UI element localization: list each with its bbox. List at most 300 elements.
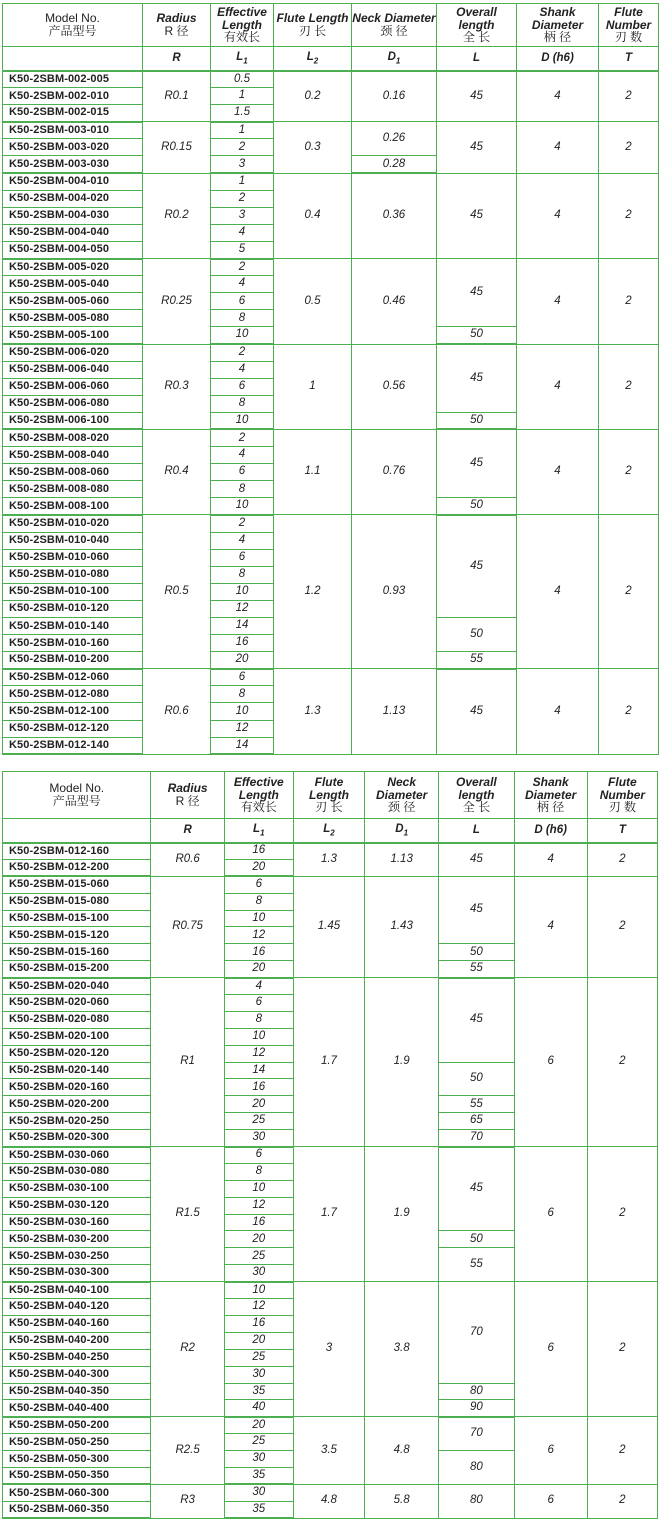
header-radius-2: Radius R 径	[151, 772, 224, 819]
effective-length-cell: 8	[224, 1011, 293, 1028]
neck-diameter-cell: 5.8	[365, 1484, 439, 1518]
effective-length-cell: 25	[224, 1349, 293, 1366]
effective-length-cell: 16	[211, 635, 274, 652]
effective-length-cell: 6	[224, 995, 293, 1012]
shank-diameter-cell: 6	[514, 1282, 587, 1417]
neck-diameter-cell: 0.76	[352, 429, 437, 514]
effective-length-cell: 6	[211, 549, 274, 566]
neck-diameter-cell: 0.93	[352, 515, 437, 669]
model-number-cell: K50-2SBM-012-080	[3, 686, 143, 703]
neck-diameter-cell: 1.43	[365, 876, 439, 977]
model-number-cell: K50-2SBM-012-060	[3, 669, 143, 686]
flute-length-cell: 3.5	[293, 1417, 364, 1485]
model-number-cell: K50-2SBM-005-100	[3, 327, 143, 344]
effective-length-cell: 40	[224, 1400, 293, 1417]
effective-length-cell: 10	[224, 1180, 293, 1197]
flute-number-cell: 2	[587, 1484, 657, 1518]
effective-length-cell: 4	[211, 532, 274, 549]
header-effective-length-2: Effective Length 有效长	[224, 772, 293, 819]
shank-diameter-cell: 6	[514, 1484, 587, 1518]
overall-length-cell: 70	[439, 1130, 514, 1147]
effective-length-cell: 4	[211, 224, 274, 241]
overall-length-cell: 55	[439, 1248, 514, 1282]
effective-length-cell: 2	[211, 190, 274, 207]
overall-length-cell: 45	[437, 344, 517, 412]
effective-length-cell: 20	[224, 1096, 293, 1113]
flute-number-cell: 2	[587, 1417, 657, 1485]
effective-length-cell: 20	[224, 1417, 293, 1434]
effective-length-cell: 25	[224, 1113, 293, 1130]
table-row	[3, 1417, 658, 1434]
overall-length-cell: 65	[439, 1113, 514, 1130]
overall-length-cell: 80	[439, 1484, 514, 1518]
effective-length-cell: 10	[211, 703, 274, 720]
overall-length-cell: 45	[437, 669, 517, 754]
model-number-cell: K50-2SBM-030-080	[3, 1163, 151, 1180]
effective-length-cell: 3	[211, 207, 274, 224]
overall-length-cell: 45	[437, 515, 517, 618]
radius-cell: R0.6	[143, 669, 211, 754]
flute-length-cell: 1.7	[293, 1147, 364, 1282]
header-flute-length-2: Flute Length 刃 长	[293, 772, 364, 819]
model-number-cell: K50-2SBM-040-300	[3, 1366, 151, 1383]
header-model-2: Model No. 产品型号	[3, 772, 151, 819]
shank-diameter-cell: 4	[517, 344, 599, 429]
effective-length-cell: 2	[211, 515, 274, 532]
effective-length-cell: 2	[211, 429, 274, 446]
effective-length-cell: 12	[211, 600, 274, 617]
radius-cell: R0.5	[143, 515, 211, 669]
header-flute-length: Flute Length 刃 长	[274, 4, 352, 47]
model-number-cell: K50-2SBM-008-040	[3, 447, 143, 464]
table-row	[3, 1147, 658, 1164]
effective-length-cell: 8	[211, 566, 274, 583]
header-flute-number-2: Flute Number 刃 数	[587, 772, 657, 819]
model-number-cell: K50-2SBM-010-200	[3, 652, 143, 669]
radius-cell: R0.1	[143, 71, 211, 122]
model-number-cell: K50-2SBM-010-080	[3, 566, 143, 583]
shank-diameter-cell: 6	[514, 1147, 587, 1282]
radius-cell: R2.5	[151, 1417, 224, 1485]
overall-length-cell: 50	[439, 1062, 514, 1096]
effective-length-cell: 5	[211, 241, 274, 258]
neck-diameter-cell: 0.36	[352, 173, 437, 258]
symbol-t-2: T	[587, 819, 657, 843]
effective-length-cell: 8	[224, 893, 293, 910]
header-neck-diameter-2: Neck Diameter 颈 径	[365, 772, 439, 819]
shank-diameter-cell: 4	[517, 429, 599, 514]
shank-diameter-cell: 4	[517, 71, 599, 122]
model-number-cell: K50-2SBM-012-200	[3, 859, 151, 876]
effective-length-cell: 12	[224, 1045, 293, 1062]
overall-length-cell: 50	[439, 944, 514, 961]
header-model: Model No. 产品型号	[3, 4, 143, 47]
model-number-cell: K50-2SBM-003-030	[3, 156, 143, 173]
effective-length-cell: 10	[224, 910, 293, 927]
overall-length-cell: 45	[437, 173, 517, 258]
flute-number-cell: 2	[599, 515, 659, 669]
overall-length-cell: 55	[439, 961, 514, 978]
symbol-l1: $L_1$	[211, 47, 274, 71]
effective-length-cell: 10	[211, 498, 274, 515]
neck-diameter-cell: 1.13	[352, 669, 437, 754]
effective-length-cell: 20	[211, 652, 274, 669]
model-number-cell: K50-2SBM-050-300	[3, 1451, 151, 1468]
shank-diameter-cell: 4	[517, 259, 599, 344]
symbol-l: L	[437, 47, 517, 71]
overall-length-cell: 45	[437, 429, 517, 497]
model-number-cell: K50-2SBM-020-250	[3, 1113, 151, 1130]
shank-diameter-cell: 4	[517, 669, 599, 754]
effective-length-cell: 25	[224, 1248, 293, 1265]
effective-length-cell: 10	[224, 1028, 293, 1045]
radius-cell: R0.4	[143, 429, 211, 514]
model-number-cell: K50-2SBM-050-200	[3, 1417, 151, 1434]
model-number-cell: K50-2SBM-040-160	[3, 1315, 151, 1332]
model-number-cell: K50-2SBM-008-020	[3, 429, 143, 446]
model-number-cell: K50-2SBM-002-005	[3, 71, 143, 88]
flute-length-cell: 0.4	[274, 173, 352, 258]
model-number-cell: K50-2SBM-030-200	[3, 1231, 151, 1248]
model-number-cell: K50-2SBM-004-010	[3, 173, 143, 190]
overall-length-cell: 45	[437, 122, 517, 173]
overall-length-cell: 50	[437, 498, 517, 515]
flute-length-cell: 3	[293, 1282, 364, 1417]
radius-cell: R0.2	[143, 173, 211, 258]
spec-table-1	[2, 3, 659, 755]
effective-length-cell: 8	[211, 310, 274, 327]
model-number-cell: K50-2SBM-012-120	[3, 720, 143, 737]
table-row	[3, 259, 659, 276]
radius-cell: R3	[151, 1484, 224, 1518]
model-number-cell: K50-2SBM-030-120	[3, 1197, 151, 1214]
effective-length-cell: 1	[211, 173, 274, 190]
neck-diameter-cell: 0.46	[352, 259, 437, 344]
table-row	[3, 1484, 658, 1501]
model-number-cell: K50-2SBM-060-300	[3, 1484, 151, 1501]
symbol-blank-2	[3, 819, 151, 843]
effective-length-cell: 25	[224, 1434, 293, 1451]
effective-length-cell: 8	[211, 686, 274, 703]
effective-length-cell: 6	[211, 669, 274, 686]
effective-length-cell: 4	[211, 276, 274, 293]
model-number-cell: K50-2SBM-030-250	[3, 1248, 151, 1265]
model-number-cell: K50-2SBM-020-200	[3, 1096, 151, 1113]
radius-cell: R2	[151, 1282, 224, 1417]
effective-length-cell: 2	[211, 344, 274, 361]
neck-diameter-cell: 0.28	[352, 156, 437, 173]
shank-diameter-cell: 4	[514, 843, 587, 877]
overall-length-cell: 45	[437, 259, 517, 327]
overall-length-cell: 50	[437, 327, 517, 344]
model-number-cell: K50-2SBM-015-160	[3, 944, 151, 961]
neck-diameter-cell: 3.8	[365, 1282, 439, 1417]
model-number-cell: K50-2SBM-010-120	[3, 600, 143, 617]
flute-number-cell: 2	[599, 429, 659, 514]
table-row	[3, 173, 659, 190]
model-number-cell: K50-2SBM-008-060	[3, 464, 143, 481]
effective-length-cell: 10	[211, 583, 274, 600]
effective-length-cell: 8	[211, 395, 274, 412]
overall-length-cell: 45	[439, 1147, 514, 1231]
effective-length-cell: 20	[224, 1332, 293, 1349]
table-row	[3, 843, 658, 860]
symbol-r: R	[143, 47, 211, 71]
model-number-cell: K50-2SBM-060-350	[3, 1501, 151, 1518]
overall-length-cell: 70	[439, 1417, 514, 1451]
model-number-cell: K50-2SBM-040-200	[3, 1332, 151, 1349]
effective-length-cell: 2	[211, 139, 274, 156]
flute-number-cell: 2	[599, 71, 659, 122]
flute-number-cell: 2	[599, 669, 659, 754]
model-number-cell: K50-2SBM-006-040	[3, 361, 143, 378]
effective-length-cell: 35	[224, 1501, 293, 1518]
overall-length-cell: 50	[439, 1231, 514, 1248]
model-number-cell: K50-2SBM-006-100	[3, 412, 143, 429]
overall-length-cell: 45	[437, 71, 517, 122]
symbol-l1-2: $L_1$	[224, 819, 293, 843]
overall-length-cell: 45	[439, 978, 514, 1062]
effective-length-cell: 20	[224, 1231, 293, 1248]
symbol-d1: $D_1$	[352, 47, 437, 71]
effective-length-cell: 20	[224, 961, 293, 978]
model-number-cell: K50-2SBM-020-040	[3, 978, 151, 995]
model-number-cell: K50-2SBM-020-160	[3, 1079, 151, 1096]
effective-length-cell: 10	[211, 327, 274, 344]
model-number-cell: K50-2SBM-005-040	[3, 276, 143, 293]
neck-diameter-cell: 0.26	[352, 122, 437, 156]
model-number-cell: K50-2SBM-003-020	[3, 139, 143, 156]
model-number-cell: K50-2SBM-004-050	[3, 241, 143, 258]
header-shank-diameter: Shank Diameter 柄 径	[517, 4, 599, 47]
effective-length-cell: 12	[224, 1197, 293, 1214]
model-number-cell: K50-2SBM-008-080	[3, 481, 143, 498]
model-number-cell: K50-2SBM-015-120	[3, 927, 151, 944]
flute-length-cell: 1	[274, 344, 352, 429]
shank-diameter-cell: 4	[517, 515, 599, 669]
model-number-cell: K50-2SBM-010-100	[3, 583, 143, 600]
shank-diameter-cell: 4	[514, 876, 587, 977]
effective-length-cell: 16	[224, 843, 293, 860]
effective-length-cell: 30	[224, 1366, 293, 1383]
radius-cell: R1.5	[151, 1147, 224, 1282]
effective-length-cell: 14	[224, 1062, 293, 1079]
overall-length-cell: 80	[439, 1451, 514, 1485]
model-number-cell: K50-2SBM-004-040	[3, 224, 143, 241]
neck-diameter-cell: 0.16	[352, 71, 437, 122]
effective-length-cell: 4	[211, 447, 274, 464]
model-number-cell: K50-2SBM-003-010	[3, 122, 143, 139]
flute-length-cell: 1.3	[274, 669, 352, 754]
shank-diameter-cell: 4	[517, 173, 599, 258]
header-radius: Radius R 径	[143, 4, 211, 47]
effective-length-cell: 1	[211, 88, 274, 105]
model-number-cell: K50-2SBM-004-020	[3, 190, 143, 207]
header-overall-length: Overall length 全 长	[437, 4, 517, 47]
header-overall-length-2: Overall length 全 长	[439, 772, 514, 819]
effective-length-cell: 14	[211, 737, 274, 754]
spec-table-2	[2, 771, 658, 1519]
effective-length-cell: 16	[224, 1214, 293, 1231]
flute-number-cell: 2	[599, 259, 659, 344]
model-number-cell: K50-2SBM-010-020	[3, 515, 143, 532]
model-number-cell: K50-2SBM-006-080	[3, 395, 143, 412]
header-shank-diameter-2: Shank Diameter 柄 径	[514, 772, 587, 819]
model-number-cell: K50-2SBM-030-100	[3, 1180, 151, 1197]
effective-length-cell: 3	[211, 156, 274, 173]
neck-diameter-cell: 1.9	[365, 1147, 439, 1282]
flute-number-cell: 2	[599, 173, 659, 258]
model-number-cell: K50-2SBM-020-300	[3, 1130, 151, 1147]
shank-diameter-cell: 4	[517, 122, 599, 173]
effective-length-cell: 6	[211, 293, 274, 310]
model-number-cell: K50-2SBM-040-250	[3, 1349, 151, 1366]
effective-length-cell: 16	[224, 1315, 293, 1332]
symbol-l2: $L_2$	[274, 47, 352, 71]
model-number-cell: K50-2SBM-015-060	[3, 876, 151, 893]
effective-length-cell: 1.5	[211, 105, 274, 122]
flute-length-cell: 1.7	[293, 978, 364, 1147]
flute-length-cell: 1.45	[293, 876, 364, 977]
model-number-cell: K50-2SBM-020-100	[3, 1028, 151, 1045]
model-number-cell: K50-2SBM-030-060	[3, 1147, 151, 1164]
effective-length-cell: 4	[224, 978, 293, 995]
shank-diameter-cell: 6	[514, 1417, 587, 1485]
table-row	[3, 1282, 658, 1299]
overall-length-cell: 50	[437, 412, 517, 429]
model-number-cell: K50-2SBM-010-040	[3, 532, 143, 549]
flute-number-cell: 2	[587, 843, 657, 877]
symbol-d1-2: $D_1$	[365, 819, 439, 843]
effective-length-cell: 20	[224, 859, 293, 876]
effective-length-cell: 35	[224, 1467, 293, 1484]
flute-number-cell: 2	[587, 1147, 657, 1282]
flute-number-cell: 2	[587, 978, 657, 1147]
neck-diameter-cell: 4.8	[365, 1417, 439, 1485]
model-number-cell: K50-2SBM-020-080	[3, 1011, 151, 1028]
neck-diameter-cell: 0.56	[352, 344, 437, 429]
effective-length-cell: 6	[224, 1147, 293, 1164]
model-number-cell: K50-2SBM-005-060	[3, 293, 143, 310]
model-number-cell: K50-2SBM-012-100	[3, 703, 143, 720]
effective-length-cell: 16	[224, 944, 293, 961]
shank-diameter-cell: 6	[514, 978, 587, 1147]
effective-length-cell: 6	[211, 378, 274, 395]
flute-length-cell: 0.2	[274, 71, 352, 122]
flute-length-cell: 0.5	[274, 259, 352, 344]
symbol-d-2: D (h6)	[514, 819, 587, 843]
effective-length-cell: 30	[224, 1265, 293, 1282]
effective-length-cell: 10	[211, 412, 274, 429]
model-number-cell: K50-2SBM-040-100	[3, 1282, 151, 1299]
table-row	[3, 122, 659, 139]
header-effective-length: Effective Length 有效长	[211, 4, 274, 47]
model-number-cell: K50-2SBM-050-250	[3, 1434, 151, 1451]
radius-cell: R0.3	[143, 344, 211, 429]
symbol-d: D (h6)	[517, 47, 599, 71]
model-number-cell: K50-2SBM-015-200	[3, 961, 151, 978]
effective-length-cell: 8	[224, 1163, 293, 1180]
table-row	[3, 669, 659, 686]
flute-length-cell: 4.8	[293, 1484, 364, 1518]
table-1-body	[3, 71, 659, 755]
table-row	[3, 71, 659, 88]
model-number-cell: K50-2SBM-020-140	[3, 1062, 151, 1079]
effective-length-cell: 30	[224, 1130, 293, 1147]
overall-length-cell: 70	[439, 1282, 514, 1383]
model-number-cell: K50-2SBM-012-160	[3, 843, 151, 860]
overall-length-cell: 45	[439, 876, 514, 944]
flute-length-cell: 1.1	[274, 429, 352, 514]
effective-length-cell: 6	[211, 464, 274, 481]
effective-length-cell: 30	[224, 1451, 293, 1468]
effective-length-cell: 16	[224, 1079, 293, 1096]
table-2-body	[3, 843, 658, 1519]
effective-length-cell: 4	[211, 361, 274, 378]
model-number-cell: K50-2SBM-030-160	[3, 1214, 151, 1231]
model-number-cell: K50-2SBM-010-140	[3, 618, 143, 635]
effective-length-cell: 6	[224, 876, 293, 893]
model-number-cell: K50-2SBM-005-020	[3, 259, 143, 276]
flute-length-cell: 1.2	[274, 515, 352, 669]
model-number-cell: K50-2SBM-002-010	[3, 88, 143, 105]
flute-length-cell: 0.3	[274, 122, 352, 173]
radius-cell: R0.6	[151, 843, 224, 877]
flute-number-cell: 2	[587, 1282, 657, 1417]
header-flute-number: Flute Number 刃 数	[599, 4, 659, 47]
model-number-cell: K50-2SBM-015-080	[3, 893, 151, 910]
overall-length-cell: 80	[439, 1383, 514, 1400]
model-number-cell: K50-2SBM-012-140	[3, 737, 143, 754]
overall-length-cell: 55	[439, 1096, 514, 1113]
model-number-cell: K50-2SBM-020-120	[3, 1045, 151, 1062]
radius-cell: R1	[151, 978, 224, 1147]
model-number-cell: K50-2SBM-004-030	[3, 207, 143, 224]
effective-length-cell: 14	[211, 618, 274, 635]
model-number-cell: K50-2SBM-006-020	[3, 344, 143, 361]
flute-number-cell: 2	[587, 876, 657, 977]
model-number-cell: K50-2SBM-020-060	[3, 995, 151, 1012]
model-number-cell: K50-2SBM-015-100	[3, 910, 151, 927]
effective-length-cell: 0.5	[211, 71, 274, 88]
model-number-cell: K50-2SBM-006-060	[3, 378, 143, 395]
model-number-cell: K50-2SBM-050-350	[3, 1467, 151, 1484]
symbol-l-2: L	[439, 819, 514, 843]
flute-number-cell: 2	[599, 122, 659, 173]
effective-length-cell: 2	[211, 259, 274, 276]
overall-length-cell: 90	[439, 1400, 514, 1417]
header-neck-diameter: Neck Diameter 颈 径	[352, 4, 437, 47]
radius-cell: R0.25	[143, 259, 211, 344]
table-row	[3, 876, 658, 893]
radius-cell: R0.75	[151, 876, 224, 977]
table-row	[3, 515, 659, 532]
effective-length-cell: 12	[224, 927, 293, 944]
model-number-cell: K50-2SBM-002-015	[3, 105, 143, 122]
model-number-cell: K50-2SBM-040-120	[3, 1299, 151, 1316]
model-number-cell: K50-2SBM-010-160	[3, 635, 143, 652]
symbol-l2-2: $L_2$	[293, 819, 364, 843]
flute-number-cell: 2	[599, 344, 659, 429]
effective-length-cell: 12	[211, 720, 274, 737]
neck-diameter-cell: 1.9	[365, 978, 439, 1147]
overall-length-cell: 55	[437, 652, 517, 669]
effective-length-cell: 12	[224, 1299, 293, 1316]
radius-cell: R0.15	[143, 122, 211, 173]
model-number-cell: K50-2SBM-005-080	[3, 310, 143, 327]
model-number-cell: K50-2SBM-030-300	[3, 1265, 151, 1282]
model-number-cell: K50-2SBM-008-100	[3, 498, 143, 515]
